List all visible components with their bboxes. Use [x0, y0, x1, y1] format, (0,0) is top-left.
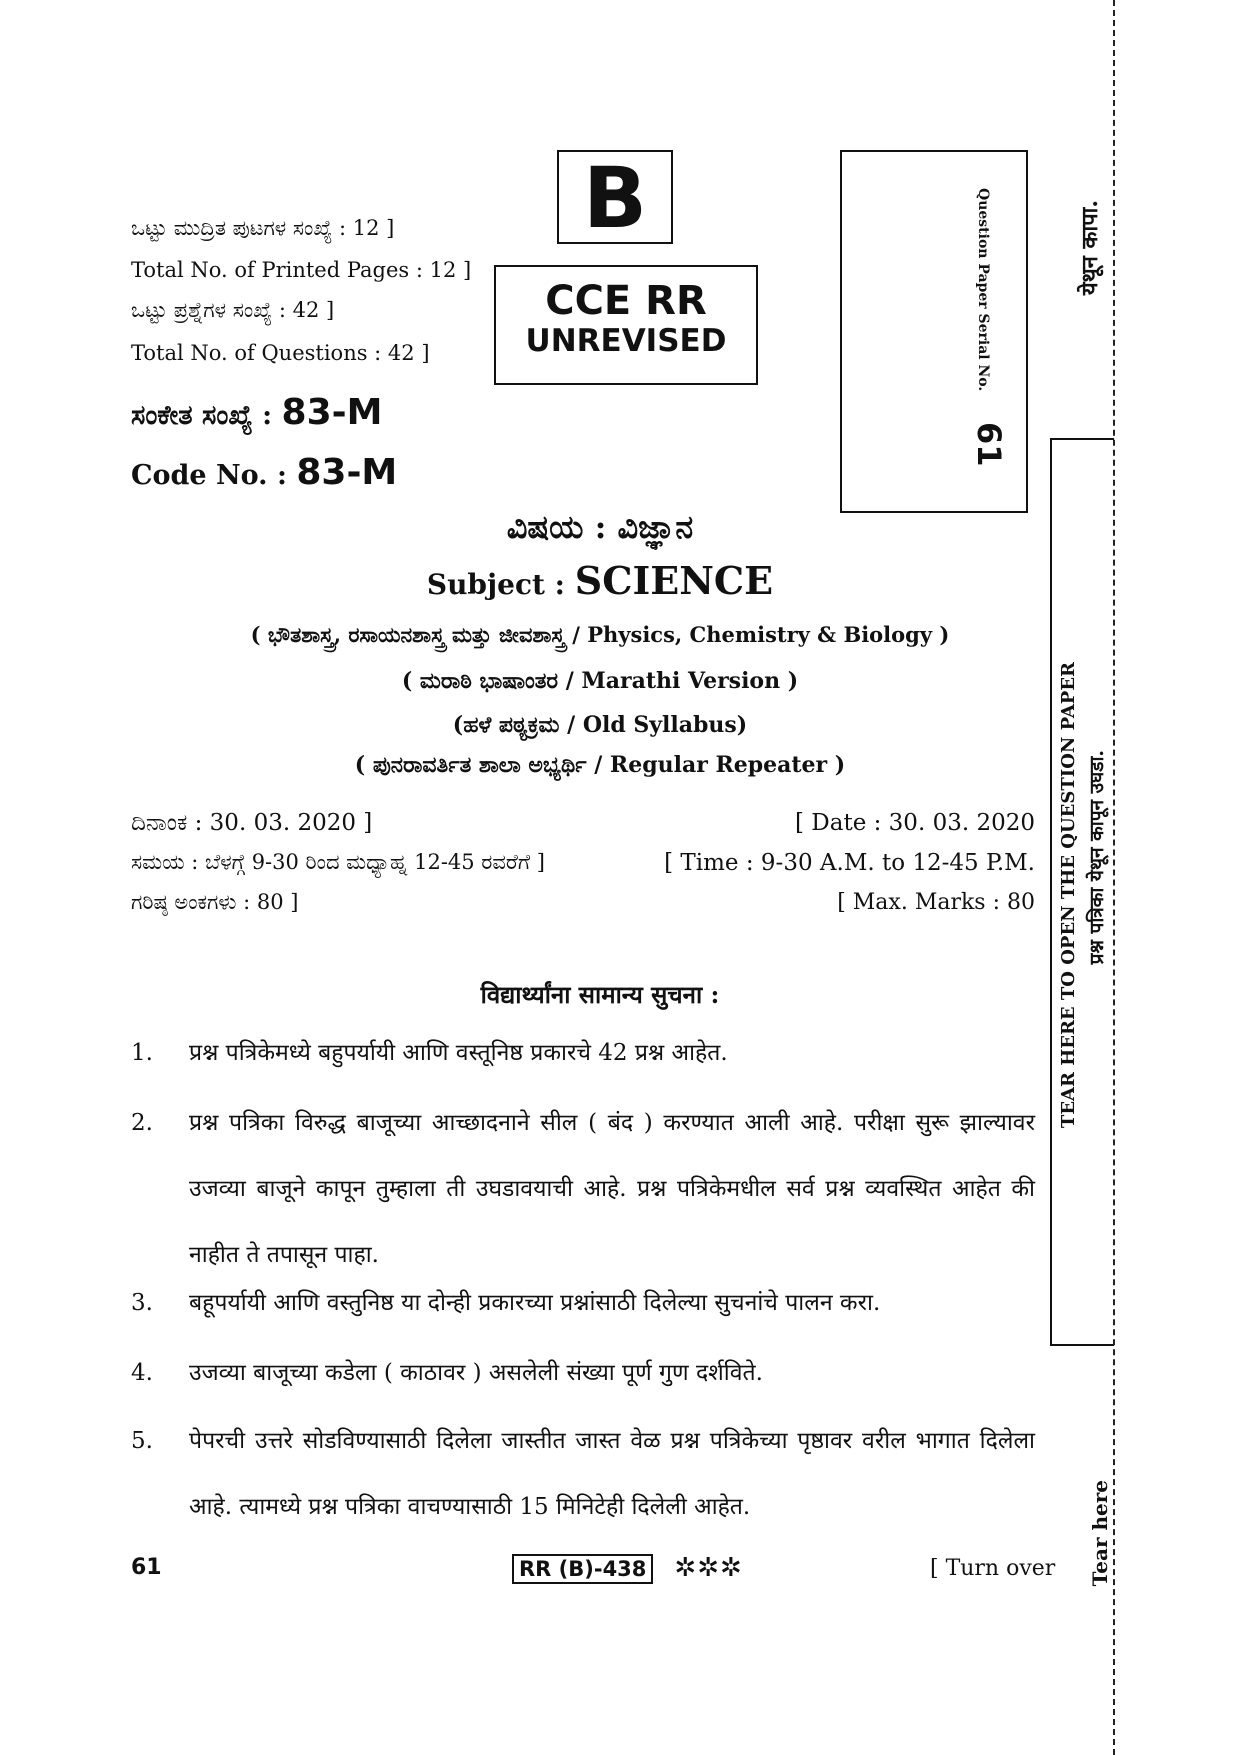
turn-over-label: [ Turn over [930, 1556, 1056, 1581]
date-kannada: ದಿನಾಂಕ : 30. 03. 2020 ] [131, 810, 373, 836]
instruction-text: बहूपर्यायी आणि वस्तुनिष्ठ या दोन्ही प्रकारच्या प्रश्नांसाठी दिलेल्या सुचनांचे पालन करा. [189, 1290, 881, 1316]
code-english-label: Code No. : [131, 460, 297, 491]
cut-here-marathi: येथून कापा. [1077, 200, 1103, 296]
footer-stars: ✲✲✲ [674, 1553, 743, 1583]
subject-value: SCIENCE [574, 558, 774, 603]
instructions-title: विद्यार्थ्यांना सामान्य सुचना : [480, 980, 720, 1009]
tear-instruction-box [1050, 438, 1114, 1346]
subject-branches: ( ಭೌತಶಾಸ್ತ್ರ, ರಸಾಯನಶಾಸ್ತ್ರ ಮತ್ತು ಜೀವಶಾಸ್ತ್ರ / Physics, Chemistry & Biology ) [250, 622, 950, 647]
code-kannada-value: 83-M [281, 392, 383, 433]
footer-page-number: 61 [131, 1555, 162, 1580]
paper-type-line2: UNREVISED [525, 323, 727, 359]
marks-kannada: ಗರಿಷ್ಠ ಅಂಕಗಳು : 80 ] [131, 890, 299, 914]
tear-instruction-marathi: प्रश्न पत्रिका येथून कापून उघडा. [1086, 750, 1108, 965]
serial-number-box [840, 150, 1028, 513]
footer-center [512, 1553, 743, 1583]
time-english: [ Time : 9-30 A.M. to 12-45 P.M. [664, 850, 1035, 876]
paper-type-box [494, 265, 758, 385]
subject-label: Subject : [426, 568, 575, 601]
instruction-number: 4. [131, 1360, 153, 1386]
instruction-text: प्रश्न पत्रिका विरुद्ध बाजूच्या आच्छादनाने सील ( बंद ) करण्यात आली आहे. परीक्षा सुरू झाल्यावर उजव्या बाजूने कापून तुम्हाला ती उघडावयाची आहे. प्रश्न पत्रिकेमधील सर्व प्रश्न व्यवस्थित आहेत की नाहीत ते तपासून पाहा. [189, 1110, 1035, 1268]
paper-set-box: B [557, 150, 673, 244]
serial-label: Question Paper Serial No. [975, 188, 991, 392]
subject-english [150, 558, 1050, 603]
instruction-number: 2. [131, 1110, 153, 1136]
serial-number: 61 [970, 422, 1008, 467]
instruction-number: 1. [131, 1040, 153, 1066]
footer-paper-code: RR (B)-438 [512, 1554, 653, 1584]
instruction-number: 5. [131, 1428, 153, 1454]
time-kannada: ಸಮಯ : ಬೆಳಗ್ಗೆ 9-30 ರಿಂದ ಮಧ್ಯಾಹ್ನ 12-45 ರವರೆಗೆ ] [131, 850, 545, 874]
questions-count-english: Total No. of Questions : 42 ] [131, 341, 430, 365]
instruction-number: 3. [131, 1290, 153, 1316]
marks-english: [ Max. Marks : 80 [837, 890, 1035, 915]
tear-dashed-line [1113, 0, 1115, 1755]
code-english-value: 83-M [296, 452, 398, 493]
code-number-english [131, 452, 397, 493]
date-english: [ Date : 30. 03. 2020 [795, 810, 1035, 836]
code-kannada-label: ಸಂಕೇತ ಸಂಖ್ಯೆ : [131, 400, 282, 431]
code-number-kannada [131, 392, 382, 433]
subject-syllabus: (ಹಳೆ ಪಠ್ಯಕ್ರಮ / Old Syllabus) [452, 712, 748, 738]
printed-pages-kannada: ಒಟ್ಟು ಮುದ್ರಿತ ಪುಟಗಳ ಸಂಖ್ಯೆ : 12 ] [131, 216, 395, 240]
paper-type-line1: CCE RR [545, 278, 707, 324]
instruction-text: उजव्या बाजूच्या कडेला ( काठावर ) असलेली संख्या पूर्ण गुण दर्शविते. [189, 1360, 763, 1386]
printed-pages-english: Total No. of Printed Pages : 12 ] [131, 258, 472, 282]
subject-candidate: ( ಪುನರಾವರ್ತಿತ ಶಾಲಾ ಅಭ್ಯರ್ಥಿ / Regular Repeater ) [354, 752, 846, 778]
tear-instruction-english: TEAR HERE TO OPEN THE QUESTION PAPER [1058, 662, 1079, 1129]
instruction-text: प्रश्न पत्रिकेमध्ये बहुपर्यायी आणि वस्तूनिष्ठ प्रकारचे 42 प्रश्न आहेत. [189, 1040, 728, 1066]
subject-version: ( ಮರಾಠಿ ಭಾಷಾಂತರ / Marathi Version ) [401, 668, 799, 694]
questions-count-kannada: ಒಟ್ಟು ಪ್ರಶ್ನೆಗಳ ಸಂಖ್ಯೆ : 42 ] [131, 298, 335, 322]
subject-kannada: ವಿಷಯ : ವಿಜ್ಞಾನ [506, 508, 694, 546]
instruction-text: पेपरची उत्तरे सोडविण्यासाठी दिलेला जास्तीत जास्त वेळ प्रश्न पत्रिकेच्या पृष्ठावर वरील भागात दिलेला आहे. त्यामध्ये प्रश्न पत्रिका वाचण्यासाठी 15 मिनिटेही दिलेली आहेत. [189, 1428, 1035, 1520]
tear-here-label: Tear here [1088, 1480, 1112, 1587]
